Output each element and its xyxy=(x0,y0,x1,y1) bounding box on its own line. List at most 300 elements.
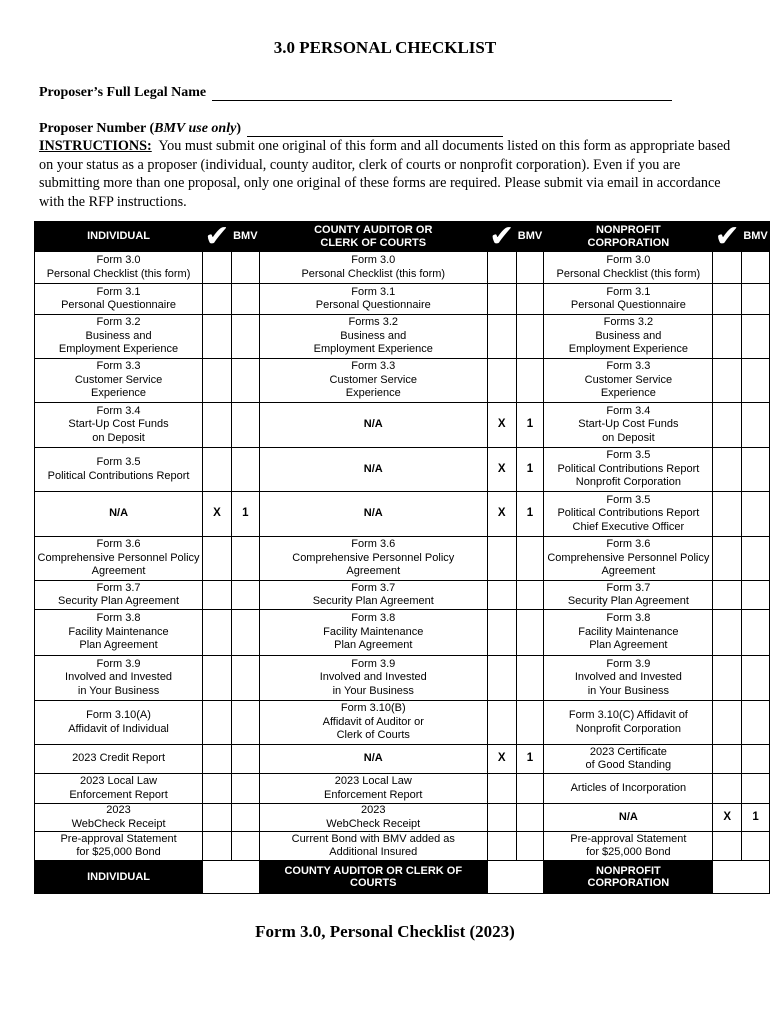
table-row xyxy=(35,832,770,861)
nonprofit-bmv-cell xyxy=(742,537,770,581)
item-text: Involved and Invested xyxy=(574,671,682,684)
county-check-cell[interactable] xyxy=(487,359,516,403)
item-text: Pre-approval Statement xyxy=(570,832,687,845)
table-row xyxy=(35,701,770,745)
item-text: Involved and Invested xyxy=(65,671,173,684)
item-text: Plan Agreement xyxy=(79,639,158,652)
item-text: Customer Service xyxy=(74,373,163,386)
item-text: Facility Maintenance xyxy=(68,625,169,638)
item-text: Experience xyxy=(600,387,656,400)
item-text: 2023 xyxy=(106,804,131,817)
item-text: Political Contributions Report xyxy=(557,462,700,475)
item-text: Form 3.6 xyxy=(606,538,651,551)
county-check-cell[interactable] xyxy=(487,252,516,284)
nonprofit-bmv-cell xyxy=(742,252,770,284)
item-text: Form 3.10(C) Affidavit of xyxy=(568,709,688,722)
item-text: Facility Maintenance xyxy=(323,625,424,638)
individual-bmv-cell xyxy=(231,610,259,656)
nonprofit-bmv-cell xyxy=(742,359,770,403)
header-nonprofit-line: CORPORATION xyxy=(587,236,670,249)
individual-bmv-cell xyxy=(231,701,259,745)
header-nonprofit-line: NONPROFIT xyxy=(595,224,661,236)
proposer-number-label-end: ) xyxy=(236,121,241,136)
item-text: Personal Checklist (this form) xyxy=(301,267,446,280)
nonprofit-item-cell xyxy=(544,284,713,315)
item-text: 2023 Local Law xyxy=(334,775,412,788)
nonprofit-check-cell[interactable] xyxy=(713,537,742,581)
item-text: Articles of Incorporation xyxy=(570,781,687,794)
footer-nonprofit xyxy=(544,861,713,894)
county-item-cell xyxy=(259,284,487,315)
individual-item-cell xyxy=(35,492,203,537)
item-text: Start-Up Cost Funds xyxy=(578,418,679,431)
county-check-cell[interactable]: X xyxy=(487,403,516,448)
checklist-table xyxy=(34,221,770,894)
nonprofit-bmv-cell xyxy=(742,284,770,315)
nonprofit-item-cell xyxy=(544,656,713,701)
table-row xyxy=(35,610,770,656)
individual-item-cell xyxy=(35,610,203,656)
header-county-line: COUNTY AUDITOR OR xyxy=(314,224,433,236)
county-check-cell[interactable] xyxy=(487,804,516,832)
nonprofit-item-cell xyxy=(544,804,713,832)
individual-item-cell xyxy=(35,315,203,359)
individual-bmv-cell xyxy=(231,448,259,492)
item-text: Plan Agreement xyxy=(589,639,668,652)
individual-item-cell xyxy=(35,656,203,701)
individual-item-cell xyxy=(35,774,203,804)
individual-check-cell[interactable] xyxy=(203,315,232,359)
item-text: in Your Business xyxy=(77,684,160,697)
header-nonprofit xyxy=(544,222,713,252)
item-text: Form 3.3 xyxy=(351,360,396,373)
footer-nonprofit-line: CORPORATION xyxy=(587,877,670,889)
county-item-cell xyxy=(259,610,487,656)
county-bmv-cell: 1 xyxy=(516,492,544,537)
table-row xyxy=(35,403,770,448)
item-text: Nonprofit Corporation xyxy=(575,722,681,735)
nonprofit-bmv-cell xyxy=(742,832,770,861)
item-text: 2023 Local Law xyxy=(80,775,158,788)
item-text: Employment Experience xyxy=(313,343,433,356)
table-row xyxy=(35,315,770,359)
item-text: Plan Agreement xyxy=(334,639,413,652)
item-text: Form 3.7 xyxy=(351,581,396,594)
nonprofit-bmv-cell xyxy=(742,403,770,448)
nonprofit-item-cell xyxy=(544,252,713,284)
item-text: Start-Up Cost Funds xyxy=(68,418,169,431)
individual-bmv-cell xyxy=(231,656,259,701)
item-text: Form 3.0 xyxy=(606,254,651,267)
item-text: for $25,000 Bond xyxy=(76,846,161,858)
nonprofit-check-cell[interactable] xyxy=(713,492,742,537)
proposer-name-field xyxy=(39,85,672,101)
item-text: Pre-approval Statement xyxy=(60,832,177,845)
nonprofit-item-cell xyxy=(544,745,713,774)
county-bmv-cell xyxy=(516,610,544,656)
nonprofit-check-cell[interactable] xyxy=(713,359,742,403)
item-text: Form 3.1 xyxy=(96,285,141,298)
item-text: Employment Experience xyxy=(58,343,179,356)
item-text: Form 3.7 xyxy=(96,581,141,594)
item-text: Customer Service xyxy=(329,373,417,386)
individual-bmv-cell xyxy=(231,252,259,284)
individual-check-cell[interactable] xyxy=(203,252,232,284)
county-bmv-cell: 1 xyxy=(516,745,544,774)
individual-check-cell[interactable] xyxy=(203,581,232,610)
county-check-cell[interactable] xyxy=(487,610,516,656)
header-check-icon xyxy=(713,222,742,252)
instructions-label: INSTRUCTIONS: xyxy=(39,138,152,154)
item-text: N/A xyxy=(363,462,383,475)
header-bmv: BMV xyxy=(516,222,544,252)
item-text: Current Bond with BMV added as xyxy=(291,832,455,845)
individual-bmv-cell xyxy=(231,403,259,448)
header-county-line: CLERK OF COURTS xyxy=(320,236,427,249)
item-text: Affidavit of Individual xyxy=(68,722,169,735)
individual-bmv-cell xyxy=(231,359,259,403)
nonprofit-bmv-cell xyxy=(742,315,770,359)
county-bmv-cell xyxy=(516,315,544,359)
item-text: Form 3.3 xyxy=(606,360,651,373)
nonprofit-item-cell xyxy=(544,359,713,403)
individual-item-cell xyxy=(35,581,203,610)
item-text: Nonprofit Corporation xyxy=(575,476,681,489)
nonprofit-bmv-cell: 1 xyxy=(742,804,770,832)
nonprofit-bmv-cell xyxy=(742,610,770,656)
table-row xyxy=(35,581,770,610)
item-text: N/A xyxy=(363,752,383,765)
item-text: Enforcement Report xyxy=(324,788,423,801)
table-row xyxy=(35,448,770,492)
county-bmv-cell xyxy=(516,656,544,701)
item-text: Clerk of Courts xyxy=(336,729,410,742)
proposer-number-line[interactable] xyxy=(247,122,503,137)
checkmark-icon: ✔ xyxy=(489,221,515,252)
individual-check-cell[interactable] xyxy=(203,656,232,701)
item-text: N/A xyxy=(109,507,129,520)
county-check-cell[interactable]: X xyxy=(487,745,516,774)
proposer-number-label: Proposer Number ( xyxy=(39,121,155,136)
nonprofit-item-cell xyxy=(544,832,713,861)
individual-bmv-cell xyxy=(231,581,259,610)
county-bmv-cell xyxy=(516,537,544,581)
item-text: Form 3.7 xyxy=(606,581,651,594)
item-text: Form 3.6 xyxy=(351,538,396,551)
item-text: Personal Checklist (this form) xyxy=(46,267,191,280)
item-text: 2023 Certificate xyxy=(589,745,667,758)
footer-blank-cell xyxy=(487,861,544,894)
county-item-cell xyxy=(259,581,487,610)
item-text: WebCheck Receipt xyxy=(326,817,421,830)
nonprofit-check-cell[interactable] xyxy=(713,581,742,610)
item-text: Form 3.5 xyxy=(606,449,651,462)
county-item-cell xyxy=(259,448,487,492)
nonprofit-check-cell[interactable] xyxy=(713,832,742,861)
item-text: Business and xyxy=(340,329,407,342)
county-item-cell xyxy=(259,492,487,537)
header-bmv: BMV xyxy=(742,222,770,252)
table-row xyxy=(35,537,770,581)
checkmark-icon: ✔ xyxy=(204,221,230,252)
table-row xyxy=(35,774,770,804)
table-row xyxy=(35,656,770,701)
county-check-cell[interactable] xyxy=(487,315,516,359)
individual-check-cell[interactable] xyxy=(203,448,232,492)
county-item-cell xyxy=(259,656,487,701)
nonprofit-item-cell xyxy=(544,403,713,448)
footer-county-line: COURTS xyxy=(350,877,397,889)
item-text: Political Contributions Report xyxy=(47,469,190,482)
item-text: Personal Questionnaire xyxy=(315,299,431,311)
proposer-name-line[interactable] xyxy=(212,86,672,101)
footer-county xyxy=(259,861,487,894)
individual-item-cell xyxy=(35,252,203,284)
header-check-icon xyxy=(203,222,232,252)
footer-blank-cell xyxy=(203,861,260,894)
county-check-cell[interactable] xyxy=(487,832,516,861)
table-row xyxy=(35,359,770,403)
table-row xyxy=(35,745,770,774)
item-text: Form 3.0 xyxy=(351,254,396,267)
individual-check-cell[interactable] xyxy=(203,610,232,656)
item-text: Form 3.8 xyxy=(606,612,651,625)
footer-title: Form 3.0, Personal Checklist (2023) xyxy=(255,922,515,941)
item-text: Form 3.5 xyxy=(606,493,651,506)
nonprofit-bmv-cell xyxy=(742,701,770,745)
individual-check-cell[interactable] xyxy=(203,359,232,403)
county-item-cell xyxy=(259,403,487,448)
individual-bmv-cell xyxy=(231,804,259,832)
nonprofit-bmv-cell xyxy=(742,745,770,774)
nonprofit-check-cell[interactable] xyxy=(713,656,742,701)
item-text: Form 3.0 xyxy=(96,254,141,267)
individual-bmv-cell xyxy=(231,537,259,581)
county-item-cell xyxy=(259,537,487,581)
footer-individual-line: INDIVIDUAL xyxy=(87,870,151,883)
nonprofit-check-cell[interactable] xyxy=(713,252,742,284)
item-text: Additional Insured xyxy=(329,846,418,858)
item-text: Form 3.8 xyxy=(96,612,141,625)
individual-item-cell xyxy=(35,403,203,448)
county-check-cell[interactable] xyxy=(487,701,516,745)
nonprofit-check-cell[interactable] xyxy=(713,403,742,448)
footer-nonprofit-line: NONPROFIT xyxy=(595,864,661,877)
item-text: Form 3.2 xyxy=(96,316,141,329)
item-text: Enforcement Report xyxy=(69,788,168,801)
county-bmv-cell xyxy=(516,804,544,832)
item-text: Agreement xyxy=(346,565,401,578)
individual-bmv-cell xyxy=(231,832,259,861)
item-text: Form 3.9 xyxy=(606,657,651,670)
nonprofit-item-cell xyxy=(544,610,713,656)
item-text: Forms 3.2 xyxy=(348,316,399,329)
table-row xyxy=(35,284,770,315)
proposer-name-label: Proposer’s Full Legal Name xyxy=(39,85,207,100)
individual-bmv-cell xyxy=(231,315,259,359)
individual-check-cell[interactable]: X xyxy=(203,492,232,537)
table-row xyxy=(35,492,770,537)
nonprofit-bmv-cell xyxy=(742,492,770,537)
individual-check-cell[interactable] xyxy=(203,403,232,448)
item-text: Facility Maintenance xyxy=(578,625,679,638)
item-text: Agreement xyxy=(91,565,146,578)
item-text: Security Plan Agreement xyxy=(312,595,434,607)
county-check-cell[interactable] xyxy=(487,656,516,701)
nonprofit-check-cell[interactable] xyxy=(713,774,742,804)
individual-check-cell[interactable] xyxy=(203,774,232,804)
nonprofit-bmv-cell xyxy=(742,656,770,701)
item-text: in Your Business xyxy=(332,684,414,697)
item-text: in Your Business xyxy=(587,684,670,697)
item-text: on Deposit xyxy=(602,431,655,444)
proposer-number-label-italic: BMV use only xyxy=(154,121,237,136)
instructions-text: You must submit one original of this form and all documents listed on this form as appropriate based on your status as a proposer (individual, county auditor, clerk of courts or nonprofit corporation). Even if you are submitting more than one proposal, only one original of these forms are required. Please submit via email in accordance with the RFP instructions. xyxy=(39,138,731,210)
nonprofit-check-cell[interactable] xyxy=(713,745,742,774)
individual-item-cell xyxy=(35,832,203,861)
county-item-cell xyxy=(259,252,487,284)
item-text: Form 3.5 xyxy=(96,456,141,469)
item-text: Comprehensive Personnel Policy xyxy=(292,551,455,564)
individual-item-cell xyxy=(35,804,203,832)
item-text: N/A xyxy=(618,810,638,823)
nonprofit-bmv-cell xyxy=(742,581,770,610)
item-text: Form 3.10(B) xyxy=(340,702,406,715)
county-check-cell[interactable] xyxy=(487,581,516,610)
county-item-cell xyxy=(259,315,487,359)
item-text: Involved and Invested xyxy=(319,671,427,684)
item-text: Customer Service xyxy=(584,373,673,386)
county-bmv-cell: 1 xyxy=(516,448,544,492)
individual-bmv-cell xyxy=(231,774,259,804)
item-text: for $25,000 Bond xyxy=(586,846,671,858)
header-bmv: BMV xyxy=(231,222,259,252)
item-text: Comprehensive Personnel Policy xyxy=(37,551,200,564)
county-bmv-cell xyxy=(516,359,544,403)
nonprofit-check-cell[interactable] xyxy=(713,315,742,359)
item-text: Personal Questionnaire xyxy=(61,299,177,311)
table-row xyxy=(35,252,770,284)
individual-check-cell[interactable] xyxy=(203,745,232,774)
item-text: Forms 3.2 xyxy=(603,316,654,329)
nonprofit-check-cell[interactable] xyxy=(713,610,742,656)
item-text: on Deposit xyxy=(92,431,145,444)
page-title: 3.0 PERSONAL CHECKLIST xyxy=(273,38,497,57)
instructions xyxy=(39,137,739,211)
individual-check-cell[interactable] xyxy=(203,537,232,581)
nonprofit-check-cell[interactable] xyxy=(713,448,742,492)
item-text: N/A xyxy=(363,418,383,431)
individual-check-cell[interactable] xyxy=(203,284,232,315)
checkmark-icon: ✔ xyxy=(714,221,740,252)
county-item-cell xyxy=(259,745,487,774)
county-check-cell[interactable] xyxy=(487,774,516,804)
item-text: Experience xyxy=(345,387,401,400)
nonprofit-item-cell xyxy=(544,448,713,492)
county-item-cell xyxy=(259,701,487,745)
county-bmv-cell xyxy=(516,774,544,804)
item-text: Form 3.3 xyxy=(96,360,141,373)
individual-item-cell xyxy=(35,701,203,745)
county-item-cell xyxy=(259,359,487,403)
individual-bmv-cell xyxy=(231,745,259,774)
individual-check-cell[interactable] xyxy=(203,804,232,832)
item-text: Employment Experience xyxy=(568,343,688,356)
individual-item-cell xyxy=(35,284,203,315)
item-text: Form 3.8 xyxy=(351,612,396,625)
nonprofit-check-cell[interactable]: X xyxy=(713,804,742,832)
nonprofit-item-cell xyxy=(544,581,713,610)
nonprofit-item-cell xyxy=(544,774,713,804)
item-text: Comprehensive Personnel Policy xyxy=(547,551,710,564)
item-text: 2023 Credit Report xyxy=(72,752,166,765)
nonprofit-item-cell xyxy=(544,537,713,581)
table-header-row xyxy=(35,222,770,252)
individual-check-cell[interactable] xyxy=(203,701,232,745)
item-text: of Good Standing xyxy=(585,759,672,771)
individual-item-cell xyxy=(35,448,203,492)
item-text: Political Contributions Report xyxy=(557,507,700,520)
item-text: Business and xyxy=(595,329,662,342)
item-text: Agreement xyxy=(601,565,656,578)
individual-bmv-cell: 1 xyxy=(231,492,259,537)
footer-individual xyxy=(35,861,203,894)
county-bmv-cell xyxy=(516,701,544,745)
item-text: Form 3.1 xyxy=(606,285,651,298)
nonprofit-bmv-cell xyxy=(742,774,770,804)
nonprofit-bmv-cell xyxy=(742,448,770,492)
county-bmv-cell: 1 xyxy=(516,403,544,448)
individual-check-cell[interactable] xyxy=(203,832,232,861)
item-text: Form 3.10(A) xyxy=(86,709,151,722)
nonprofit-item-cell xyxy=(544,492,713,537)
item-text: Form 3.4 xyxy=(606,404,651,417)
county-check-cell[interactable] xyxy=(487,537,516,581)
table-row xyxy=(35,804,770,832)
item-text: N/A xyxy=(363,507,383,520)
nonprofit-check-cell[interactable] xyxy=(713,284,742,315)
county-item-cell xyxy=(259,774,487,804)
county-check-cell[interactable] xyxy=(487,284,516,315)
item-text: Personal Checklist (this form) xyxy=(556,267,701,280)
county-bmv-cell xyxy=(516,581,544,610)
county-item-cell xyxy=(259,832,487,861)
individual-item-cell xyxy=(35,745,203,774)
item-text: 2023 xyxy=(361,804,386,817)
item-text: Form 3.6 xyxy=(96,538,141,551)
item-text: Business and xyxy=(85,329,152,342)
county-bmv-cell xyxy=(516,832,544,861)
individual-item-cell xyxy=(35,537,203,581)
county-item-cell xyxy=(259,804,487,832)
header-individual: INDIVIDUAL xyxy=(35,222,203,252)
nonprofit-check-cell[interactable] xyxy=(713,701,742,745)
item-text: Form 3.1 xyxy=(351,285,396,298)
item-text: Form 3.9 xyxy=(351,657,396,670)
item-text: Form 3.9 xyxy=(96,657,141,670)
county-bmv-cell xyxy=(516,252,544,284)
item-text: Chief Executive Officer xyxy=(572,520,685,533)
item-text: Experience xyxy=(91,387,147,400)
item-text: Form 3.4 xyxy=(96,404,141,417)
nonprofit-item-cell xyxy=(544,701,713,745)
individual-bmv-cell xyxy=(231,284,259,315)
item-text: Security Plan Agreement xyxy=(58,595,180,607)
proposer-number-field xyxy=(39,121,503,137)
county-bmv-cell xyxy=(516,284,544,315)
county-check-cell[interactable]: X xyxy=(487,492,516,537)
county-check-cell[interactable]: X xyxy=(487,448,516,492)
